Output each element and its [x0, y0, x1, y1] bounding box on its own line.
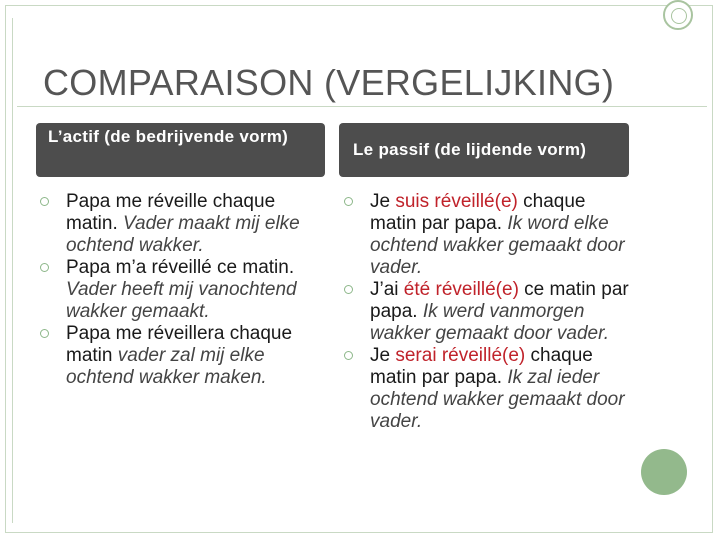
- list-item: [40, 191, 322, 257]
- french-sentence-end: ce matin par papa.: [370, 279, 629, 322]
- list-item: [40, 257, 322, 323]
- list-item: [344, 345, 632, 433]
- list-item: [40, 323, 322, 389]
- french-sentence: Papa me réveillera chaque matin: [66, 323, 293, 366]
- dutch-translation: Ik word elke ochtend wakker gemaakt door vader.: [370, 213, 625, 278]
- passive-voice-list: [344, 191, 632, 433]
- french-sentence-end: chaque matin par papa.: [370, 345, 593, 388]
- left-border-line: [12, 18, 13, 523]
- passive-verb-highlight: serai réveillé(e): [395, 345, 526, 366]
- circle-bullet-icon: [40, 329, 49, 338]
- decorative-ring-icon: [663, 0, 693, 30]
- french-sentence: Papa me réveille chaque matin.: [66, 191, 276, 234]
- decorative-circle-icon: [641, 449, 687, 495]
- list-item: [344, 191, 632, 279]
- french-sentence-start: Je: [370, 345, 396, 366]
- active-voice-header: L’actif (de bedrijvende vorm): [36, 123, 325, 177]
- dutch-translation: vader zal mij elke ochtend wakker maken.: [66, 345, 267, 388]
- circle-bullet-icon: [344, 197, 353, 206]
- french-sentence-start: Je: [370, 191, 396, 212]
- dutch-translation: Ik werd vanmorgen wakker gemaakt door vader.: [370, 301, 610, 344]
- title-divider: [17, 106, 707, 107]
- circle-bullet-icon: [344, 285, 353, 294]
- dutch-translation: Vader maakt mij elke ochtend wakker.: [66, 213, 300, 256]
- passive-verb-highlight: été réveillé(e): [403, 279, 519, 300]
- french-sentence-end: chaque matin par papa.: [370, 191, 586, 234]
- dutch-translation: Vader heeft mij vanochtend wakker gemaakt.: [66, 279, 297, 322]
- french-sentence-start: J’ai: [370, 279, 404, 300]
- passive-verb-highlight: suis réveillé(e): [395, 191, 518, 212]
- dutch-translation: Ik zal ieder ochtend wakker gemaakt door vader.: [370, 367, 625, 432]
- slide-title: COMPARAISON (VERGELIJKING): [43, 62, 615, 103]
- circle-bullet-icon: [344, 351, 353, 360]
- circle-bullet-icon: [40, 263, 49, 272]
- list-item: [344, 279, 632, 345]
- circle-bullet-icon: [40, 197, 49, 206]
- french-sentence: Papa m’a réveillé ce matin.: [66, 257, 295, 278]
- active-voice-list: [40, 191, 322, 389]
- passive-voice-header: Le passif (de lijdende vorm): [339, 123, 629, 177]
